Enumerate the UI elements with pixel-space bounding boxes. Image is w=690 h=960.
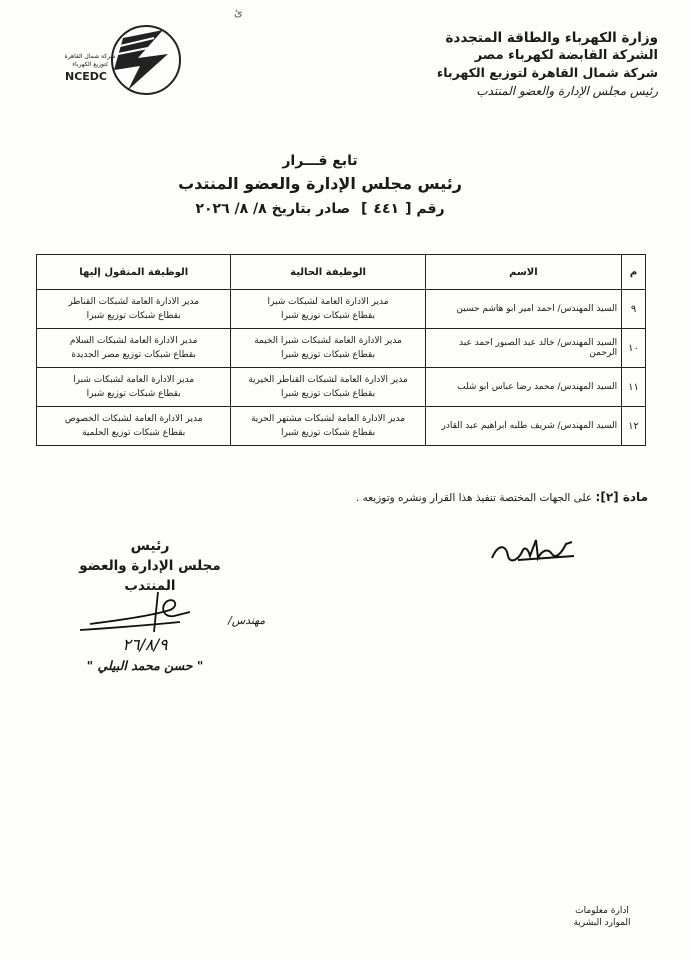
col-moved-to: الوظيفة المنقول إليها [37, 255, 231, 290]
new-sector-line: بقطاع شبكات توزيع شبرا [86, 389, 181, 399]
row-new-job [37, 407, 231, 446]
company-logo [28, 18, 196, 98]
letterhead [358, 30, 658, 101]
row-num: ١١ [622, 368, 646, 407]
signatory-title-1: رئيس [130, 538, 170, 554]
top-mark: ئ [234, 6, 243, 19]
handwritten-signature [488, 530, 578, 570]
current-sector-line: بقطاع شبكات توزيع شبرا [280, 311, 376, 321]
hr-stamp [572, 905, 632, 929]
title-continuation: تابع قـــرار [282, 153, 358, 169]
stamp-line-1: ادارة معلومات [575, 906, 629, 916]
table-header-row [37, 255, 646, 290]
new-job-line: مدير الادارة العامة لشبكات شبرا [73, 375, 195, 385]
row-current-job [231, 368, 425, 407]
number-prefix: رقم [ [405, 201, 445, 217]
row-name: السيد المهندس/ محمد رضا عباس ابو شلب [425, 368, 621, 407]
ministry-name: وزارة الكهرباء والطاقة المتجددة [445, 30, 658, 46]
number-suffix: ] [361, 201, 368, 217]
row-name: السيد المهندس/ شريف طلبه ابراهيم عبد القادر [425, 407, 621, 446]
article-label: مادة [٢]: [595, 490, 648, 504]
handwritten-date: ٢٦/٨/٩ [122, 635, 168, 654]
stamp-line-2: الموارد البشرية [573, 918, 631, 928]
row-name: السيد المهندس/ احمد امير ابو هاشم حسين [425, 290, 621, 329]
row-num: ١٠ [622, 329, 646, 368]
col-name: الاسم [425, 255, 621, 290]
current-sector-line: بقطاع شبكات توزيع شبرا [280, 389, 376, 399]
signatory-title-2: مجلس الإدارة والعضو المنتدب [79, 558, 221, 594]
article-2 [356, 490, 648, 504]
new-sector-line: بقطاع شبكات توزيع شبرا [86, 311, 181, 321]
table-row [37, 290, 646, 329]
article-text: على الجهات المختصة تنفيذ هذا القرار ونشره وتوزيعه . [355, 492, 593, 504]
chairman-signature [70, 588, 220, 668]
new-sector-line: بقطاع شبكات توزيع مصر الجديدة [71, 350, 196, 360]
title-office: رئيس مجلس الإدارة والعضو المنتدب [178, 174, 462, 193]
decision-title [150, 150, 490, 222]
new-sector-line: بقطاع شبكات توزيع الحلمية [82, 428, 186, 438]
col-num: م [622, 255, 646, 290]
row-new-job [37, 368, 231, 407]
company-name: شركة شمال القاهرة لتوزيع الكهرباء [436, 65, 658, 80]
row-new-job [37, 290, 231, 329]
engineer-label: مهندس/ [228, 614, 266, 627]
signatory-name: " حسن محمد البيلي " [86, 658, 204, 673]
col-current: الوظيفة الحالية [231, 255, 425, 290]
row-new-job [37, 329, 231, 368]
row-current-job [231, 329, 425, 368]
current-sector-line: بقطاع شبكات توزيع شبرا [280, 350, 376, 360]
new-job-line: مدير الادارة العامة لشبكات السلام [69, 336, 198, 346]
table-row [37, 329, 646, 368]
row-current-job [231, 290, 425, 329]
current-job-line: مدير الادارة العامة لشبكات شبرا الخيمة [254, 336, 402, 346]
decision-number: ٤٤١ [373, 201, 400, 217]
transfer-table [36, 254, 646, 446]
svg-text:شركة شمال القاهرة: شركة شمال القاهرة [64, 53, 116, 60]
logo-text: NCEDC [65, 70, 107, 83]
row-num: ١٢ [622, 407, 646, 446]
table-row [37, 407, 646, 446]
row-current-job [231, 407, 425, 446]
holding-name: الشركة القابضة لكهرباء مصر [474, 48, 658, 63]
table-row [37, 368, 646, 407]
current-job-line: مدير الادارة العامة لشبكات شبرا [267, 297, 389, 307]
issue-date: صادر بتاريخ ٨/ ٨/ ٢٠٢٦ [195, 201, 351, 217]
row-num: ٩ [622, 290, 646, 329]
current-sector-line: بقطاع شبكات توزيع شبرا [280, 428, 376, 438]
svg-text:لتوزيع الكهرباء: لتوزيع الكهرباء [72, 61, 108, 68]
new-job-line: مدير الادارة العامة لشبكات القناطر [68, 297, 200, 307]
new-job-line: مدير الادارة العامة لشبكات الخصوص [64, 414, 203, 424]
row-name: السيد المهندس/ خالد عبد الصبور احمد عبد الرحمن [425, 329, 621, 368]
office-name: رئيس مجلس الإدارة والعضو المنتدب [476, 84, 658, 98]
current-job-line: مدير الادارة العامة لشبكات القناطر الخيرية [248, 375, 408, 385]
current-job-line: مدير الادارة العامة لشبكات مشتهر الحرية [250, 414, 406, 424]
decision-number-line [150, 196, 490, 222]
signatory-title [60, 536, 240, 596]
